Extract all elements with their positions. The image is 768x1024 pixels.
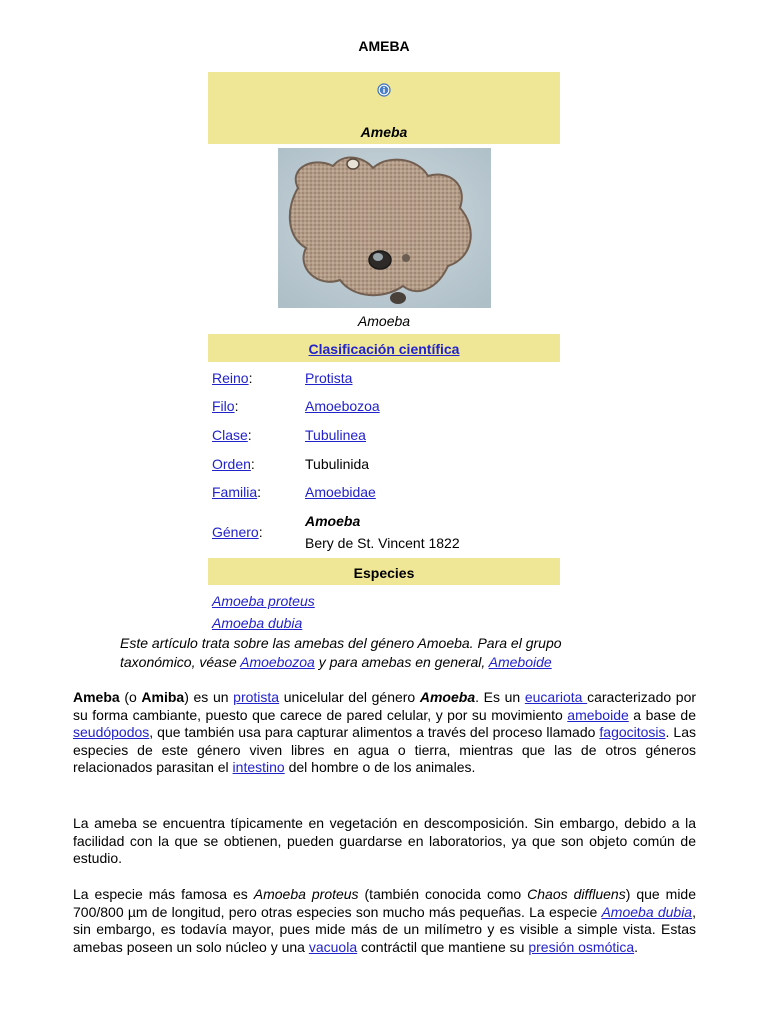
taxobox-header	[208, 72, 560, 144]
classification-header	[208, 334, 560, 362]
text: contráctil que mantiene su	[357, 938, 529, 955]
amoebozoa-link[interactable]: Amoebozoa	[305, 398, 380, 414]
intestino-link[interactable]: intestino	[232, 759, 285, 775]
amoeba-photo	[278, 148, 491, 308]
species-chaos: Chaos diffluens	[527, 886, 626, 902]
reino-link[interactable]: Reino	[212, 370, 249, 386]
genus-amoeba: Amoeba	[419, 689, 476, 705]
genus-name: Amoeba	[305, 513, 361, 529]
genus-authority: Bery de St. Vincent 1822	[305, 535, 460, 551]
text: unicelular del género	[279, 689, 420, 705]
tubulinida-text: Tubulinida	[305, 456, 370, 472]
disambiguation-note	[120, 634, 640, 672]
text: La especie más famosa es	[73, 886, 254, 902]
text: caracterizado por su forma cambiante, puesto que carece de pared celular, y por su movimiento	[73, 689, 697, 723]
text: a base de	[628, 706, 696, 723]
taxobox-name: Ameba	[360, 124, 408, 140]
ameboide-note-link[interactable]: Ameboide	[488, 654, 552, 670]
text: del hombre o de los animales.	[284, 759, 476, 775]
familia-link[interactable]: Familia	[212, 484, 258, 500]
orden-link[interactable]: Orden	[212, 456, 251, 472]
paragraph-habitat: La ameba se encuentra típicamente en vegetación en descomposición. Sin embargo, debido a la facilidad con la que se obtienen, pueden guardarse en laboratorios, ya que son objeto común de estudio.	[73, 815, 696, 866]
ameboide-link[interactable]: ameboide	[567, 706, 629, 723]
amoeba-dubia-link[interactable]: Amoeba dubia	[601, 903, 693, 920]
note-text: Este artículo trata sobre las amebas del género Amoeba. Para el grupo taxonómico, véase	[120, 635, 562, 670]
amoebozoa-note-link[interactable]: Amoebozoa	[240, 654, 315, 670]
info-icon[interactable]	[377, 83, 391, 97]
filo-link[interactable]: Filo	[212, 398, 235, 414]
clase-link[interactable]: Clase	[212, 427, 248, 443]
seudopodos-link[interactable]: seudópodos	[73, 724, 150, 740]
term-amiba: Amiba	[141, 689, 185, 705]
text: (también conocida como	[358, 886, 528, 902]
species-item-proteus[interactable]: Amoeba proteus	[212, 593, 315, 609]
species-item-dubia[interactable]: Amoeba dubia	[212, 615, 303, 631]
genero-link[interactable]: Género	[212, 524, 259, 540]
amoebidae-link[interactable]: Amoebidae	[305, 484, 376, 500]
text: , sin embargo, es todavía mayor, pues mide más de un milímetro y es visible a simple vista. Estas amebas poseen un solo núcleo y una	[73, 903, 696, 955]
protista-text-link[interactable]: protista	[233, 689, 280, 705]
eucariota-link[interactable]: eucariota	[524, 689, 588, 705]
text: , que también usa para capturar alimentos a través del proceso llamado	[149, 724, 600, 740]
species-header-label: Especies	[353, 565, 415, 581]
term-ameba: Ameba	[73, 689, 120, 705]
text: ) es un	[184, 689, 234, 705]
tubulinea-link[interactable]: Tubulinea	[305, 427, 366, 443]
paragraph-intro	[73, 689, 696, 777]
classification-link[interactable]: Clasificación científica	[308, 341, 460, 357]
text: . Es un	[475, 689, 525, 705]
note-text: y para amebas en general,	[314, 654, 489, 670]
text: .	[634, 938, 639, 955]
page: AMEBA Ameba Amoeba Clasificación científica Reino: Protista Filo: Amoebozoa Clase: Tubulinea Orden: Tubulinida Familia: Amoebidae Género: Amoeba Bery de St. Vincent 1822 Especies Amoeba proteus Amoeba dubia Este artículo trata sobre las amebas del género Amoeba. Para el grupo taxonómico, véase Amoebozoa y para amebas en general, Ameboide Ameba (o Amiba) es un protista unicelular del género Amoeba. Es un eucariota caracterizado por su forma cambiante, puesto que carece de pared celular, y por su movimiento ameboide a base de seudópodos, que también usa para capturar alimentos a través del proceso llamado fagocitosis. Las especies de este género viven libres en agua o tierra, mientras que las de otros géneros relacionados parasitan el intestino del hombre o de los animales. La ameba se encuentra típicamente en vegetación en descomposición. Sin embargo, debido a la facilidad con la que se obtienen, pueden guardarse en laboratorios, ya que son objeto común de estudio. La especie más famosa es Amoeba proteus (también conocida como Chaos diffluens) que mide 700/800 µm de longitud, pero otras especies son mucho más pequeñas. La especie Amoeba dubia, sin embargo, es todavía mayor, pues mide más de un milímetro y es visible a simple vista. Estas amebas poseen un solo núcleo y una vacuola contráctil que mantiene su presión osmótica.	[0, 0, 768, 1024]
text: . Las especies de este género viven libres en agua o tierra, mientras que las de otros géneros relacionados parasitan el	[73, 724, 696, 775]
text: (o	[119, 689, 142, 705]
vacuola-link[interactable]: vacuola	[308, 938, 358, 955]
presion-osmotica-link[interactable]: presión osmótica	[528, 938, 635, 955]
protista-link[interactable]: Protista	[305, 370, 353, 386]
fagocitosis-link[interactable]: fagocitosis	[599, 724, 666, 740]
page-title: AMEBA	[358, 38, 410, 54]
species-proteus: Amoeba proteus	[253, 886, 359, 902]
photo-caption: Amoeba	[357, 313, 411, 329]
species-header	[208, 558, 560, 585]
paragraph-species	[73, 886, 696, 956]
text: ) que mide 700/800 µm de longitud, pero otras especies son mucho más pequeñas. La especie	[73, 886, 696, 920]
